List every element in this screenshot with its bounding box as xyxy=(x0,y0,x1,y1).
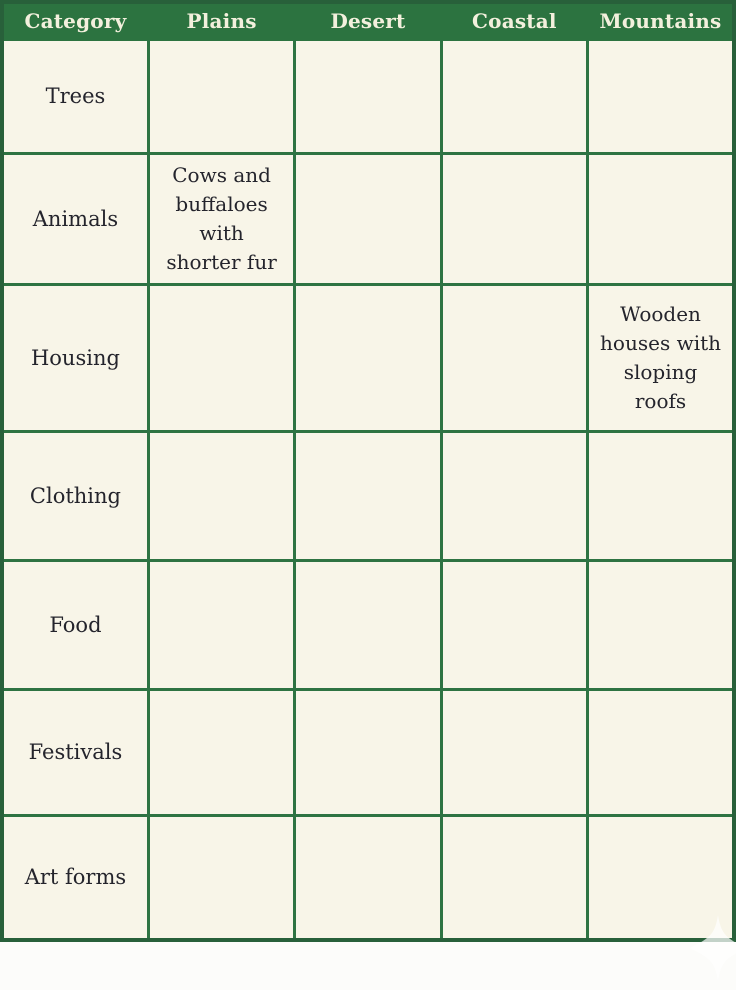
table-cell xyxy=(295,154,441,285)
column-header-category: Category xyxy=(2,2,148,40)
table-cell xyxy=(588,561,734,690)
table-cell xyxy=(441,816,587,940)
table-cell: Cows and buffaloes with shorter fur xyxy=(148,154,294,285)
row-category-label: Housing xyxy=(2,285,148,432)
table-cell xyxy=(588,154,734,285)
table-row xyxy=(2,285,734,432)
table-row xyxy=(2,40,734,154)
table-row xyxy=(2,154,734,285)
row-category-label: Trees xyxy=(2,40,148,154)
row-category-label: Clothing xyxy=(2,432,148,561)
table-cell xyxy=(441,285,587,432)
row-category-label: Festivals xyxy=(2,690,148,816)
table-cell xyxy=(295,285,441,432)
column-header-desert: Desert xyxy=(295,2,441,40)
table-row xyxy=(2,690,734,816)
table-cell xyxy=(295,816,441,940)
column-header-mountains: Mountains xyxy=(588,2,734,40)
table-cell xyxy=(588,432,734,561)
table-row xyxy=(2,432,734,561)
table-cell xyxy=(148,816,294,940)
table-row xyxy=(2,561,734,690)
table-cell xyxy=(588,40,734,154)
table-cell xyxy=(441,690,587,816)
table-cell xyxy=(148,561,294,690)
header-row xyxy=(2,2,734,40)
table-cell xyxy=(441,432,587,561)
table-cell xyxy=(441,561,587,690)
row-category-label: Food xyxy=(2,561,148,690)
row-category-label: Animals xyxy=(2,154,148,285)
row-category-label: Art forms xyxy=(2,816,148,940)
table-cell xyxy=(441,154,587,285)
table-cell: Wooden houses with sloping roofs xyxy=(588,285,734,432)
table-cell xyxy=(295,432,441,561)
table-cell xyxy=(148,40,294,154)
table-cell xyxy=(148,690,294,816)
table-cell xyxy=(441,40,587,154)
table-cell xyxy=(295,40,441,154)
table-cell xyxy=(295,690,441,816)
table-cell xyxy=(588,690,734,816)
table-cell xyxy=(295,561,441,690)
table-cell xyxy=(588,816,734,940)
table-cell xyxy=(148,432,294,561)
table-cell xyxy=(148,285,294,432)
column-header-coastal: Coastal xyxy=(441,2,587,40)
table-row xyxy=(2,816,734,940)
column-header-plains: Plains xyxy=(148,2,294,40)
